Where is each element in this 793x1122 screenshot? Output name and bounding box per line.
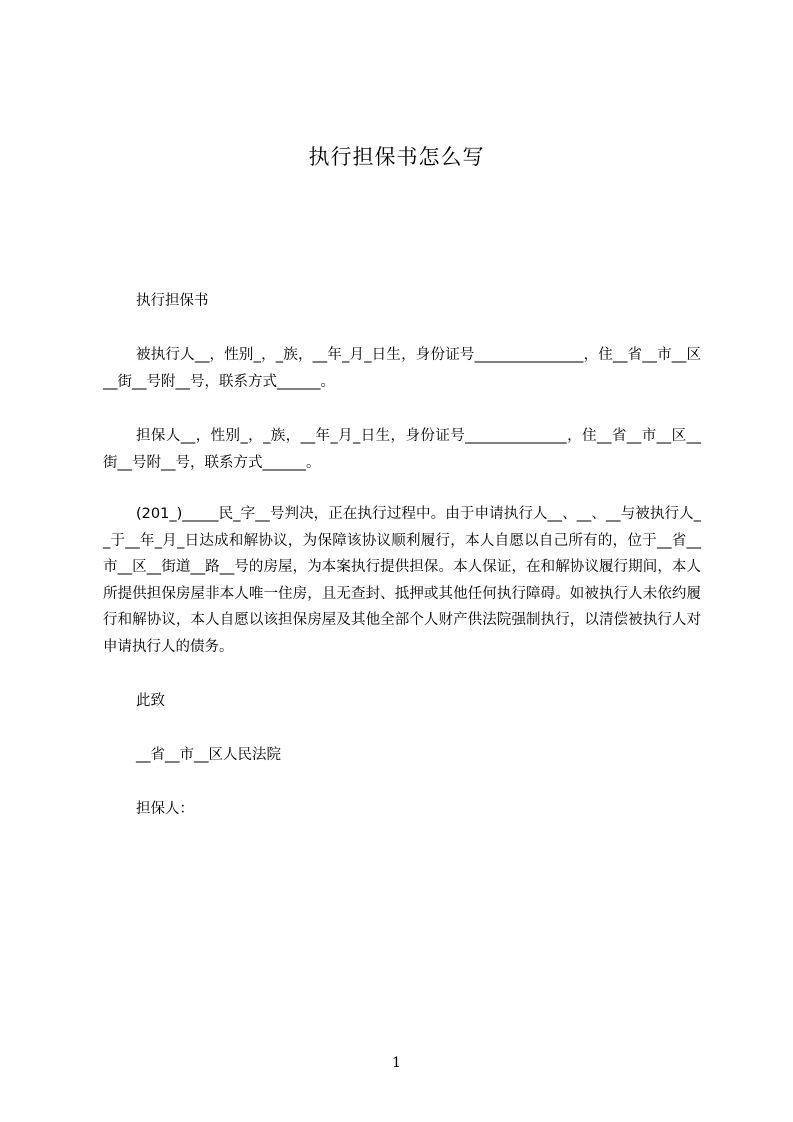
guarantee-body-paragraph: (201_)_____民_字__号判决，正在执行过程中。由于申请执行人__、__、__与被执行人__于__年_月_日达成和解协议，为保障该协议顺利履行，本人自愿以自己所有的，位于__省__市__区__街道__路__号的房屋，为本案执行提供担保。本人保证，在和解协议履行期间，本人所提供担保房屋非本人唯一住房，且无查封、抵押或其他任何执行障碍。如被执行人未依约履行和解协议，本人自愿以该担保房屋及其他全部个人财产供法院强制执行，以清偿被执行人对申请执行人的债务。 xyxy=(103,506,701,655)
guarantor-paragraph: 担保人__，性别_，_族，__年_月_日生，身份证号______________，住__省__市__区__街__号附__号，联系方式______。 xyxy=(103,428,701,471)
court-name: __省__市__区人民法院 xyxy=(136,747,281,763)
page-number: 1 xyxy=(392,1055,401,1071)
document-heading: 执行担保书 xyxy=(136,293,209,309)
signature-label: 担保人： xyxy=(136,801,194,817)
executed-party-paragraph: 被执行人__，性别_，_族，__年_月_日生，身份证号_______________，住__省__市__区__街__号附__号，联系方式______。 xyxy=(103,347,701,390)
document-title: 执行担保书怎么写 xyxy=(308,145,485,169)
salutation: 此致 xyxy=(136,693,165,709)
